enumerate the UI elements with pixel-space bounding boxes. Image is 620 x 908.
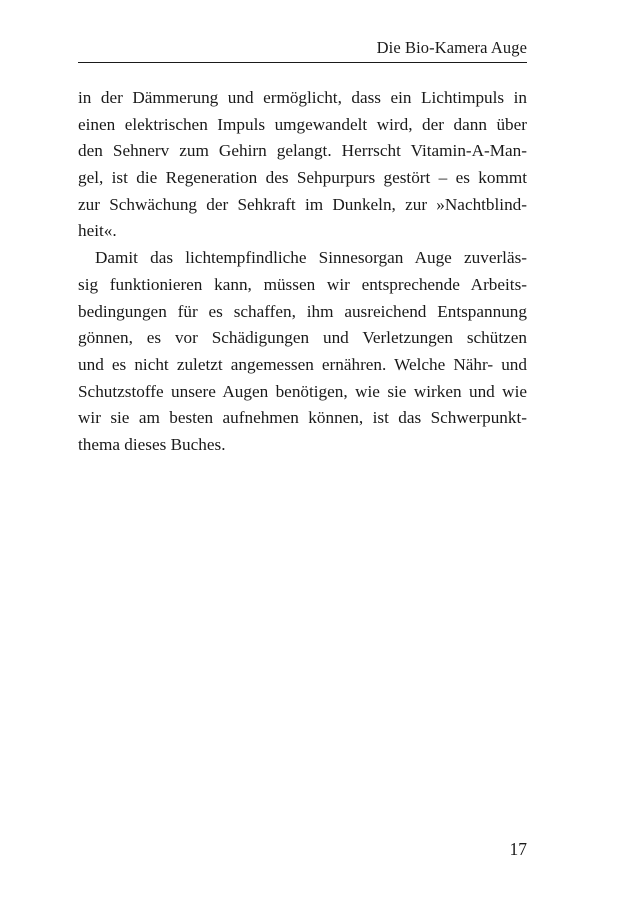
body-text: [78, 85, 527, 459]
text-line: den Sehnerv zum Gehirn gelangt. Herrscht Vitamin-A-Man-: [78, 141, 527, 161]
text-line: und es nicht zuletzt angemessen ernähren. Welche Nähr- und: [78, 354, 527, 374]
text-line: thema dieses Buches.: [78, 434, 226, 454]
header-rule: [78, 62, 527, 63]
text-line: wir sie am besten aufnehmen können, ist das Schwerpunkt-: [78, 408, 527, 428]
text-line: Damit das lichtempfindliche Sinnesorgan Auge zuverläs-: [95, 248, 527, 268]
page-number: 17: [509, 839, 527, 859]
text-line: heit«.: [78, 221, 117, 241]
text-line: in der Dämmerung und ermöglicht, dass ein Lichtimpuls in: [78, 88, 527, 107]
text-line: bedingungen für es schaffen, ihm ausreichend Entspannung: [78, 301, 527, 321]
text-line: gel, ist die Regeneration des Sehpurpurs gestört – es kommt: [78, 168, 527, 188]
text-line: einen elektrischen Impuls umgewandelt wird, der dann über: [78, 114, 527, 134]
text-line: zur Schwächung der Sehkraft im Dunkeln, zur »Nachtblind-: [78, 194, 527, 214]
running-head-title: Die Bio-Kamera Auge: [376, 38, 527, 57]
text-line: sig funktionieren kann, müssen wir entsprechende Arbeits-: [78, 274, 527, 294]
paragraph-1: [78, 85, 527, 245]
paragraph-2: [78, 245, 527, 459]
text-line: Schutzstoffe unsere Augen benötigen, wie sie wirken und wie: [78, 381, 527, 401]
text-line: gönnen, es vor Schädigungen und Verletzungen schützen: [78, 328, 527, 348]
